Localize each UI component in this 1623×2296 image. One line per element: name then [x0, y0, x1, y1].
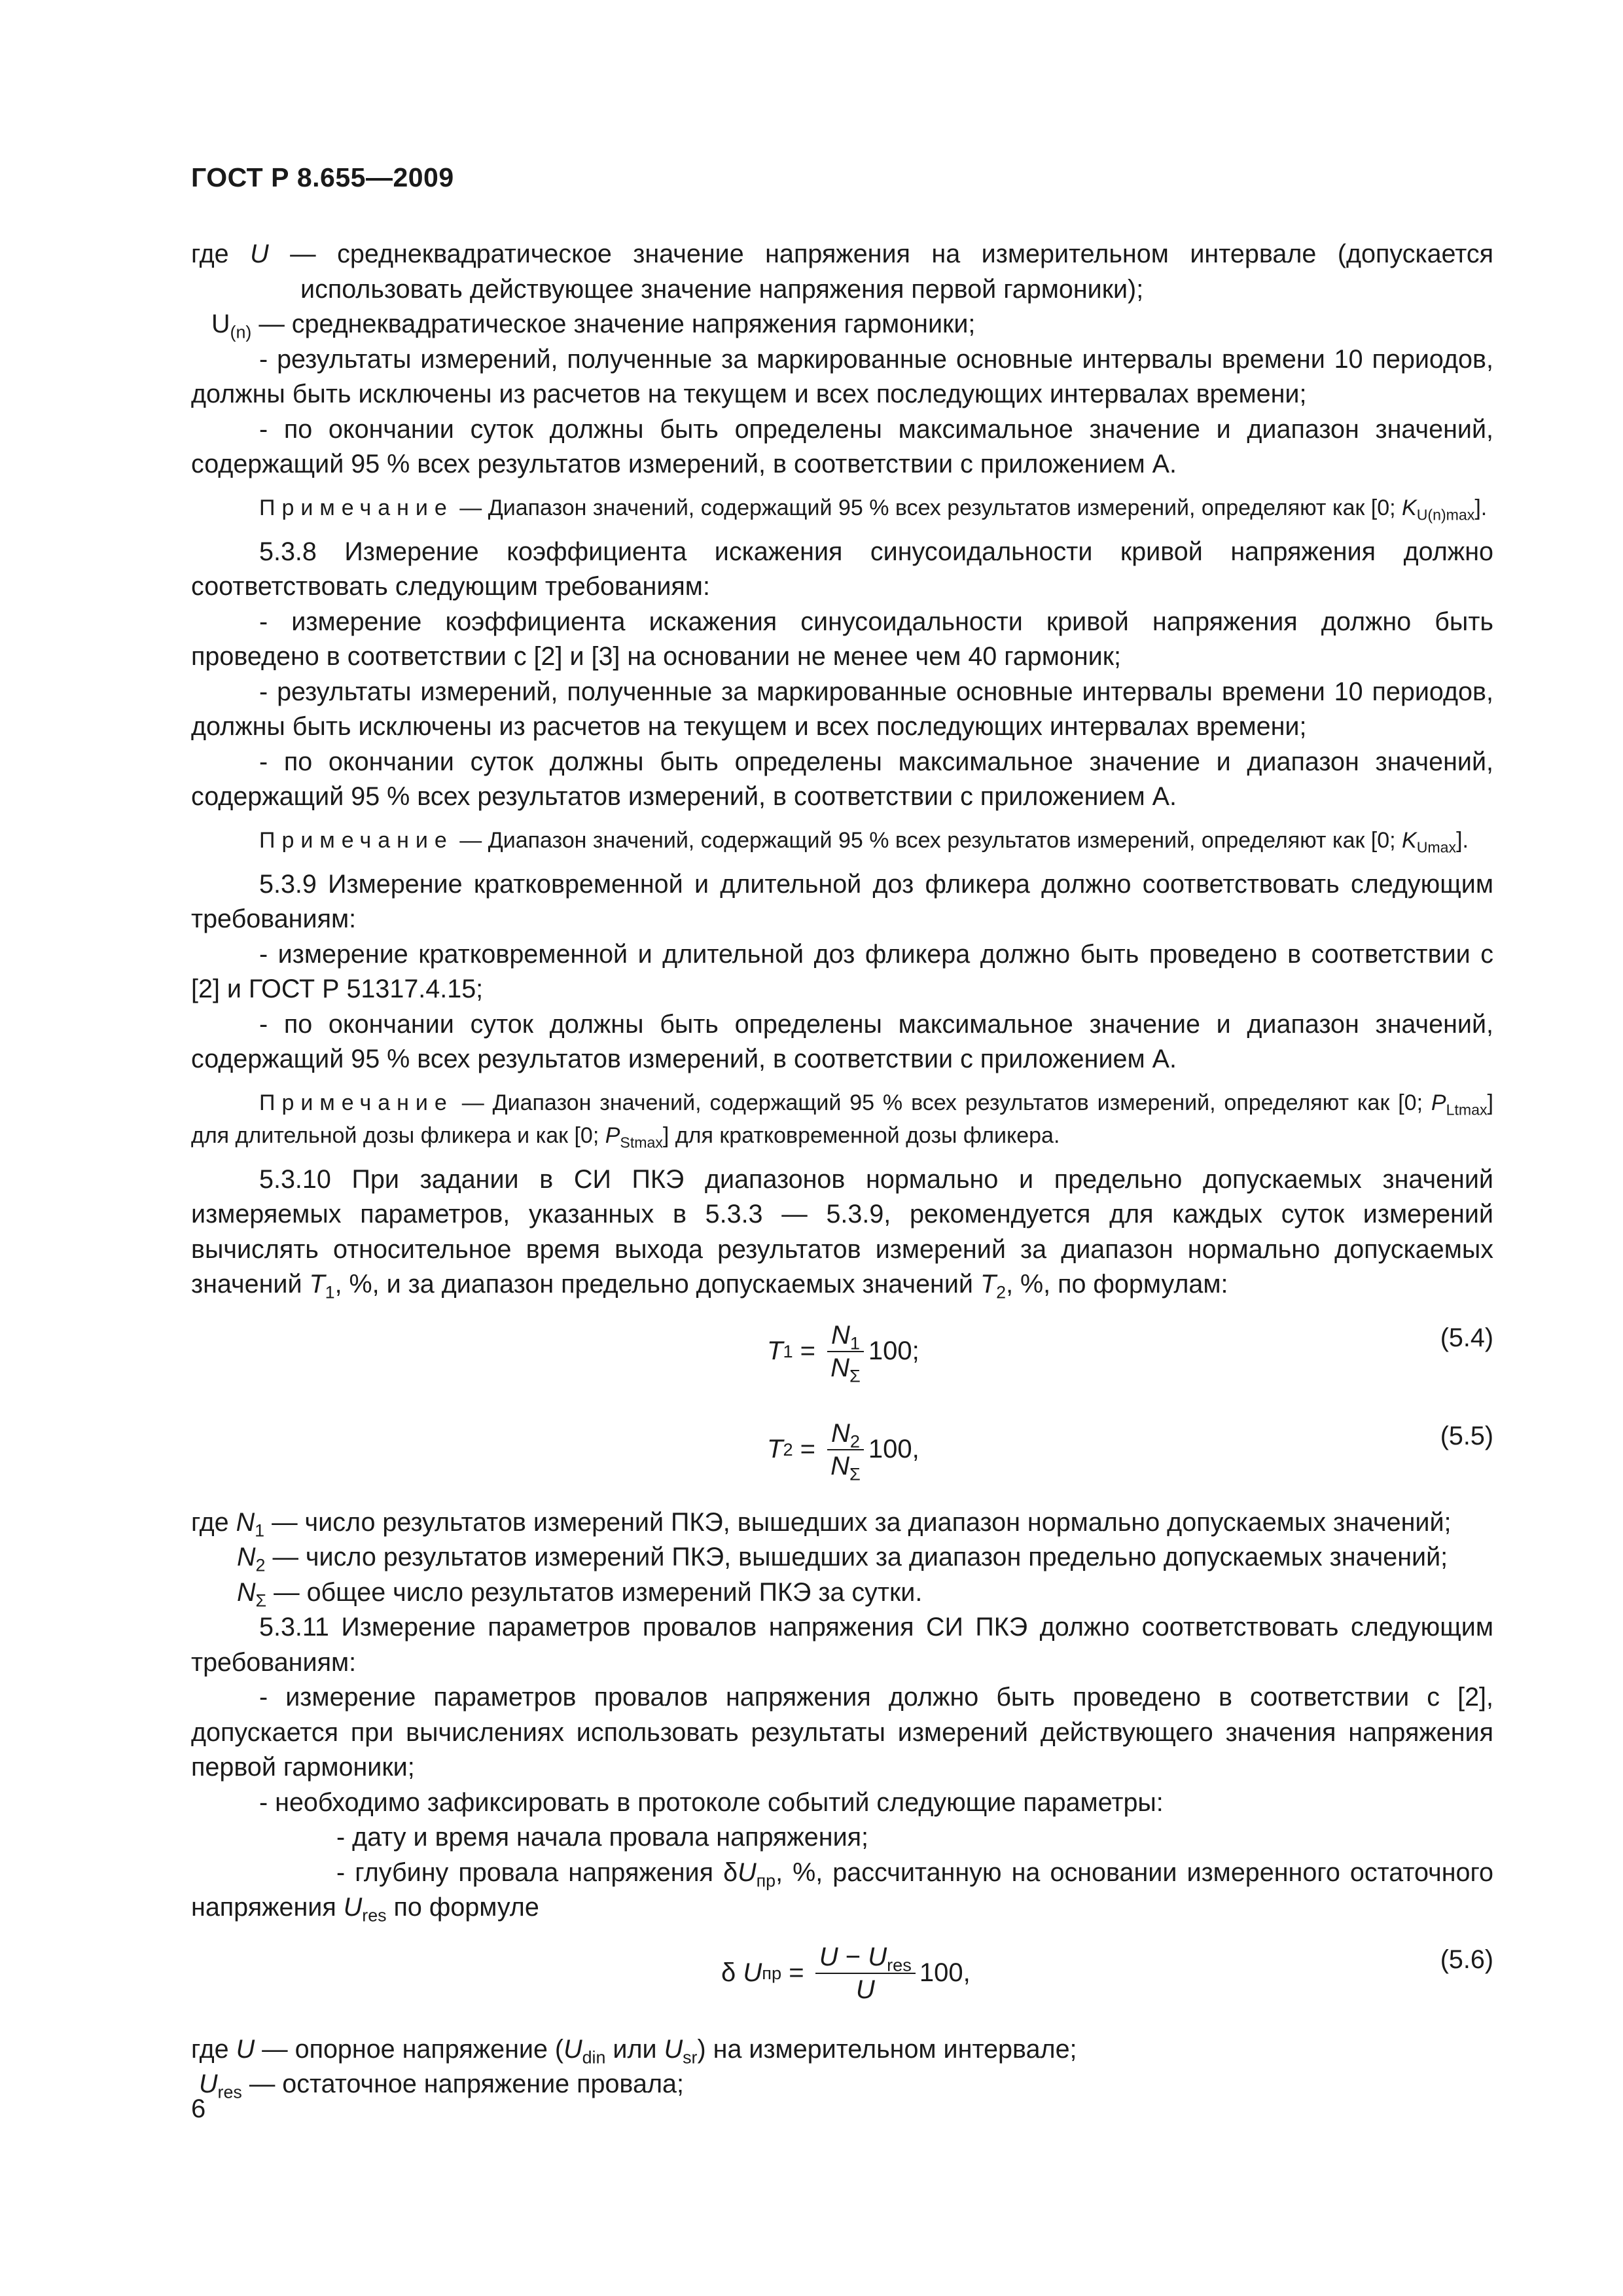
definition-u-n: $U_{(n)}$ — среднеквадратическое значение напряжения гармоники; [211, 310, 976, 342]
definition-u: где U — среднеквадратическое значение напряжения на измерительном интервале (допускается использовать действующее значение напряжения первой гармоники); [191, 240, 1493, 304]
fraction: $\frac{U - U_{res}}{U}$ [815, 1941, 916, 2005]
definition-u-res: $U_{res}$ — остаточное напряжение провала; [199, 2070, 684, 2102]
fraction: $\frac{N_2}{N_\Sigma}$ [827, 1418, 865, 1482]
formula-number: (5.6) [1440, 1945, 1493, 1974]
note-3: Примечание — Диапазон значений, содержащий 95 % всех результатов измерений, определяют как [0; $P_{Ltmax}$] для длительной дозы фликера и как [0; $P_{Stmax}$] для кратковременной дозы фликера. [191, 1090, 1493, 1151]
definition-n2: $N_2$ — число результатов измерений ПКЭ, вышедших за диапазон предельно допускаемых значений; [237, 1543, 1448, 1575]
section-5-3-8: 5.3.8 Измерение коэффициента искажения синусоидальности кривой напряжения должно соответствовать следующим требованиям: [191, 537, 1493, 601]
page-number: 6 [191, 2094, 206, 2123]
formula-5-4 [191, 1309, 1493, 1407]
formula-5-5-expression: T 2 = $\frac{N_2}{N_\Sigma}$ 100, [767, 1418, 919, 1484]
formula-number: (5.5) [1440, 1421, 1493, 1450]
note-2: Примечание — Диапазон значений, содержащий 95 % всех результатов измерений, определяют как [0; $K_{Umax}$]. [259, 827, 1469, 855]
section-5-3-8-item-3: - по окончании суток должны быть определены максимальное значение и диапазон значений, содержащий 95 % всех результатов измерений, в соответствии с приложением А. [191, 747, 1493, 811]
section-5-3-11-subitem-1: - дату и время начала провала напряжения; [336, 1823, 869, 1852]
section-5-3-11-item-2: - необходимо зафиксировать в протоколе событий следующие параметры: [259, 1787, 1164, 1817]
formula-number: (5.4) [1440, 1323, 1493, 1352]
section-5-3-11-item-1: - измерение параметров провалов напряжения должно быть проведено в соответствии с [2], допускается при вычислениях использовать результаты измерений действующего значения напряжения первой гармоники; [191, 1683, 1493, 1782]
section-5-3-8-item-2: - результаты измерений, полученные за маркированные основные интервалы времени 10 периодов, должны быть исключены из расчетов на текущем и всех последующих интервалах времени; [191, 677, 1493, 741]
document-header: ГОСТ Р 8.655—2009 [191, 162, 454, 192]
formula-5-4-expression: T 1 = $\frac{N_1}{N_\Sigma}$ 100; [767, 1320, 919, 1386]
note-1: Примечание — Диапазон значений, содержащий 95 % всех результатов измерений, определяют как [0; $K_{U(n)max}$]. [259, 495, 1488, 523]
section-5-3-9: 5.3.9 Измерение кратковременной и длительной доз фликера должно соответствовать следующим требованиям: [191, 869, 1493, 933]
section-5-3-11: 5.3.11 Измерение параметров провалов напряжения СИ ПКЭ должно соответствовать следующим требованиям: [191, 1613, 1493, 1677]
section-5-3-9-item-1: - измерение кратковременной и длительной доз фликера должно быть проведено в соответствии с [2] и ГОСТ Р 51317.4.15; [191, 939, 1493, 1003]
paragraph-exclude-marked: - результаты измерений, полученные за маркированные основные интервалы времени 10 периодов, должны быть исключены из расчетов на текущем и всех последующих интервалах времени; [191, 344, 1493, 408]
definition-n1: где $N_1$ — число результатов измерений ПКЭ, вышедших за диапазон нормально допускаемых значений; [191, 1507, 1452, 1541]
formula-5-6 [191, 1931, 1493, 2032]
document-body [191, 237, 1493, 2102]
section-5-3-9-item-2: - по окончании суток должны быть определены максимальное значение и диапазон значений, содержащий 95 % всех результатов измерений, в соответствии с приложением А. [191, 1009, 1493, 1073]
formula-5-6-expression: δ U пр = $\frac{U - U_{res}}{U}$ 100, [721, 1942, 971, 2004]
section-5-3-11-subitem-2: - глубину провала напряжения $\delta U_{пр}$, %, рассчитанную на основании измеренного остаточного напряжения $U_{res}$ по формуле [191, 1857, 1493, 1926]
section-5-3-10: 5.3.10 При задании в СИ ПКЭ диапазонов нормально и предельно допускаемых значений измеряемых параметров, указанных в 5.3.3 — 5.3.9, рекомендуется для каждых суток измерений вычислять относительное время выхода результатов измерений за диапазон нормально допускаемых значений $T_1$, %, и за диапазон предельно допускаемых значений $T_2$, %, по формулам: [191, 1164, 1493, 1302]
section-5-3-8-item-1: - измерение коэффициента искажения синусоидальности кривой напряжения должно быть проведено в соответствии с [2] и [3] на основании не менее чем 40 гармоник; [191, 607, 1493, 671]
fraction: $\frac{N_1}{N_\Sigma}$ [827, 1319, 865, 1384]
formula-5-5 [191, 1407, 1493, 1505]
definition-u-reference: где U — опорное напряжение ($U_{din}$ или $U_{sr}$) на измерительном интервале; [191, 2034, 1077, 2068]
paragraph-daily-max: - по окончании суток должны быть определены максимальное значение и диапазон значений, содержащий 95 % всех результатов измерений, в соответствии с приложением А. [191, 414, 1493, 478]
definition-n-sigma: $N_\Sigma$ — общее число результатов измерений ПКЭ за сутки. [237, 1577, 923, 1611]
